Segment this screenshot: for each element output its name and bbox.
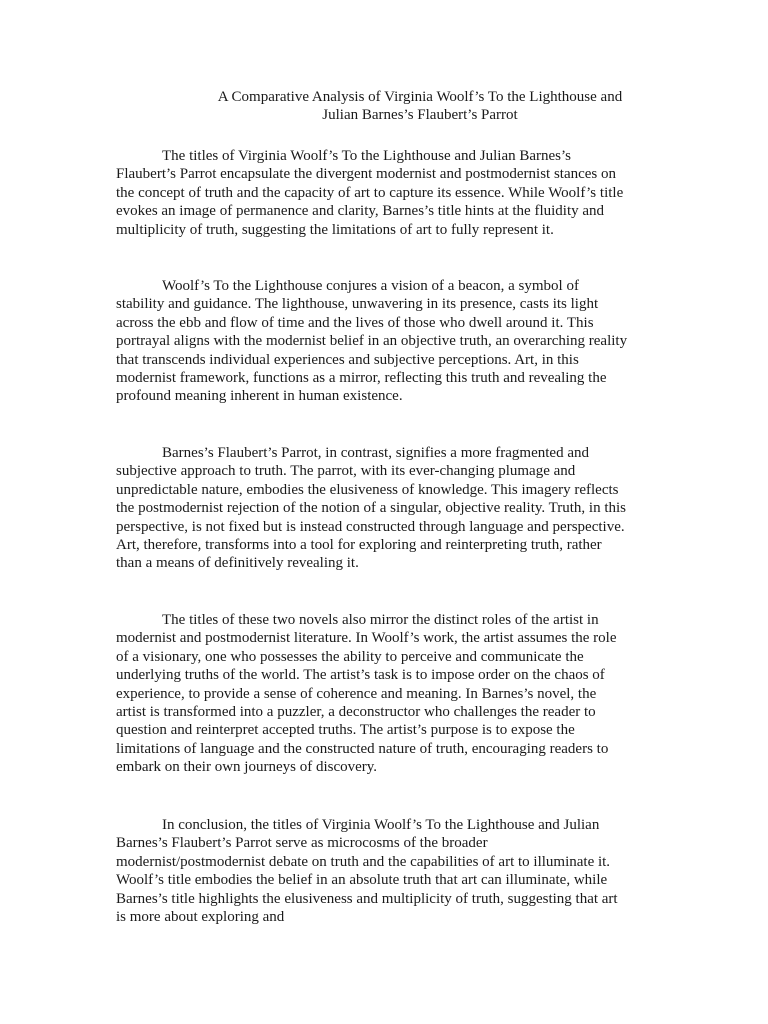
paragraph-5: In conclusion, the titles of Virginia Woolf’s To the Lighthouse and Julian Barnes’s Flaubert’s Parrot serve as microcosms of the broader modernist/postmodernist debate on truth and the capabilities of art to illuminate it. Woolf’s title embodies the belief in an absolute truth that art can illuminate, while Barnes’s title highlights the elusiveness and multiplicity of truth, suggesting that art is more about exploring and	[116, 817, 618, 926]
paragraph-3: Barnes’s Flaubert’s Parrot, in contrast, signifies a more fragmented and subjective approach to truth. The parrot, with its ever-changing plumage and unpredictable nature, embodies the elusiveness of knowledge. This imagery reflects the postmodernist rejection of the notion of a singular, objective reality. Truth, in this perspective, is not fixed but is instead constructed through language and perspective. Art, therefore, transforms into a tool for exploring and reinterpreting truth, rather than a means of definitively revealing it.	[116, 445, 627, 572]
document-title: A Comparative Analysis of Virginia Woolf’s To the Lighthouse and Julian Barnes’s Flaubert’s Parrot	[217, 89, 623, 124]
paragraph-2: Woolf’s To the Lighthouse conjures a vision of a beacon, a symbol of stability and guidance. The lighthouse, unwavering in its presence, casts its light across the ebb and flow of time and the lives of those who dwell around it. This portrayal aligns with the modernist belief in an objective truth, an overarching reality that transcends individual experiences and subjective perceptions. Art, in this modernist framework, functions as a mirror, reflecting this truth and revealing the profound meaning inherent in human existence.	[116, 278, 628, 405]
paragraph-4: The titles of these two novels also mirror the distinct roles of the artist in modernist and postmodernist literature. In Woolf’s work, the artist assumes the role of a visionary, one who possesses the ability to perceive and communicate the underlying truths of the world. The artist’s task is to impose order on the chaos of experience, to provide a sense of coherence and meaning. In Barnes’s novel, the artist is transformed into a puzzler, a deconstructor who challenges the reader to question and reinterpret accepted truths. The artist’s purpose is to expose the limitations of language and the constructed nature of truth, encouraging readers to embark on their own journeys of discovery.	[116, 612, 617, 776]
paragraph-1: The titles of Virginia Woolf’s To the Lighthouse and Julian Barnes’s Flaubert’s Parrot encapsulate the divergent modernist and postmodernist stances on the concept of truth and the capacity of art to capture its essence. While Woolf’s title evokes an image of permanence and clarity, Barnes’s title hints at the fluidity and multiplicity of truth, suggesting the limitations of art to fully represent it.	[116, 148, 624, 238]
